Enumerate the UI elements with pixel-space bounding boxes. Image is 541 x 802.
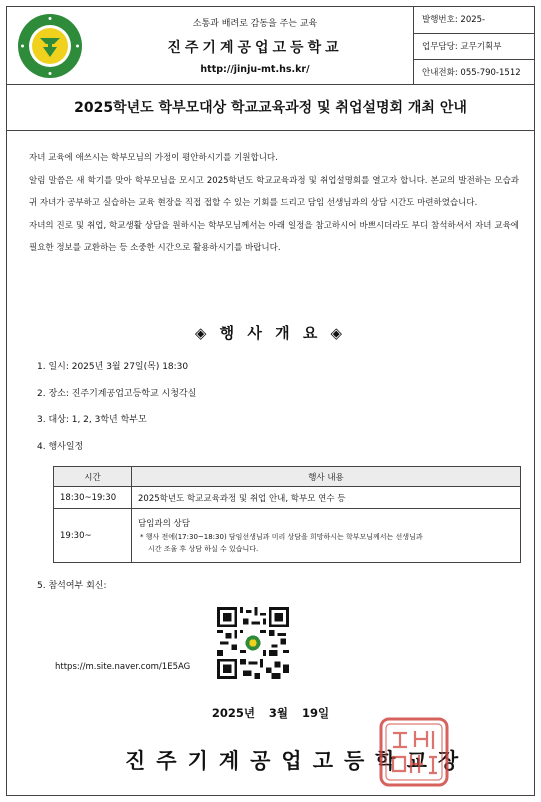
col-header-time: 시간 xyxy=(54,467,132,487)
document-title: 2025학년도 학부모대상 학교교육과정 및 취업설명회 개최 안내 xyxy=(7,85,534,131)
school-logo-icon xyxy=(17,13,83,79)
intro-paragraph: 자녀 교육에 애쓰시는 학부모님의 가정이 평안하시기를 기원합니다. xyxy=(29,153,278,163)
letterhead xyxy=(7,7,534,85)
col-header-content: 행사 내용 xyxy=(132,467,521,487)
detail-audience: 3. 대상: 1, 2, 3학년 학부모 xyxy=(37,415,147,425)
letterhead-center xyxy=(95,7,415,85)
consultation-note: * 행사 전에(17:30~18:30) 담임선생님과 미리 상담을 희망하시는 학부모님께서는 선생님과 xyxy=(140,532,423,541)
reply-label: 5. 참석여부 회신: xyxy=(37,581,107,591)
info-department: 업무담당: 교무기획부 xyxy=(414,33,534,59)
qr-code-icon[interactable] xyxy=(217,607,289,679)
intro-text xyxy=(29,147,519,260)
cell-time: 18:30~19:30 xyxy=(54,487,132,509)
detail-location: 2. 장소: 진주기계공업고등학교 시청각실 xyxy=(37,388,197,399)
cell-time: 19:30~ xyxy=(54,509,132,563)
principal-signature: 진주기계공업고등학교장 xyxy=(125,749,470,773)
school-name-header: 진주기계공업고등학교 xyxy=(167,40,343,56)
detail-schedule-label: 4. 행사일정 xyxy=(37,441,84,452)
overview-heading: ◈ 행 사 개 요 ◈ xyxy=(194,324,347,342)
table-row xyxy=(54,487,521,509)
document-info-box xyxy=(413,7,534,85)
cell-content: 2025학년도 학교교육과정 및 취업 안내, 학부모 연수 등 xyxy=(132,487,521,509)
schedule-table xyxy=(53,466,521,563)
consultation-title: 담임과의 상담 xyxy=(138,518,190,529)
reply-link[interactable]: https://m.site.naver.com/1E5AG xyxy=(55,662,191,672)
table-row xyxy=(54,509,521,563)
info-phone: 안내전화: 055-790-1512 xyxy=(414,59,534,85)
intro-paragraph: 알림 말씀은 새 학기를 맞아 학부모님을 모시고 2025학년도 학교교육과정 및 취업설명회를 열고자 합니다. 본교의 발전하는 모습과 귀 자녀가 공부하고 실습하는 교육 현장을 직접 접할 수 있는 기회를 드리고 담임 선생님과의 상담 시간도 마련하였습니다. xyxy=(29,175,519,208)
consultation-note: 시간 조율 후 상담 하실 수 있습니다. xyxy=(148,544,259,553)
event-details-list xyxy=(37,354,507,460)
cell-content xyxy=(132,509,521,563)
school-url-link[interactable]: http://jinju-mt.hs.kr/ xyxy=(200,64,310,75)
document-page xyxy=(6,6,535,796)
intro-paragraph: 자녀의 진로 및 취업, 학교생활 상담을 원하시는 학부모님께서는 아래 일정을 참고하시어 바쁘시더라도 부디 참석하셔서 자녀 교육에 필요한 정보를 교환하는 등 소중한 시간으로 활용하시기를 바랍니다. xyxy=(29,220,519,253)
info-issue-number: 발행번호: 2025- xyxy=(422,15,486,25)
official-seal-icon xyxy=(379,717,449,787)
issue-date: 2025년 3월 19일 xyxy=(211,706,330,720)
schedule-header-row xyxy=(54,467,521,487)
detail-date: 1. 일시: 2025년 3월 27일(목) 18:30 xyxy=(37,362,189,372)
school-slogan: 소통과 배려로 감동을 주는 교육 xyxy=(192,19,318,29)
